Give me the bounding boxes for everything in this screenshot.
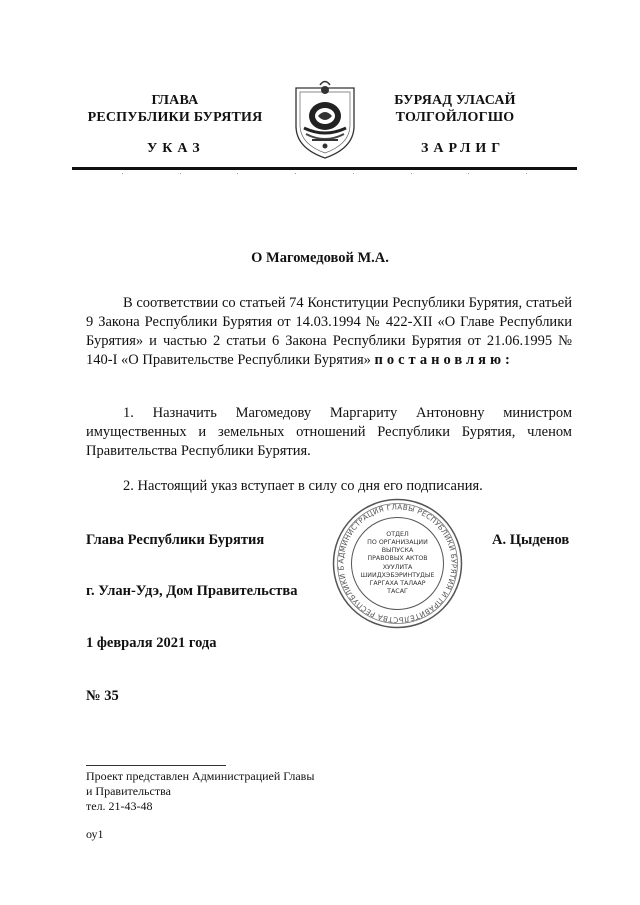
header-left [80,92,270,126]
svg-text:ТАСАГ: ТАСАГ [387,588,408,595]
decree-number: № 35 [86,688,119,704]
svg-text:АДМИНИСТРАЦИЯ ГЛАВЫ РЕСПУБЛИКИ: АДМИНИСТРАЦИЯ ГЛАВЫ РЕСПУБЛИКИ БУРЯТИЯ И ПРАВИТЕЛЬСТВА РЕСПУБЛИКИ Б [336,502,459,625]
footer-rule [86,765,226,766]
svg-text:ОТДЕЛ: ОТДЕЛ [386,531,409,538]
official-seal-stamp [330,496,465,631]
signatory-name: А. Цыденов [492,532,570,548]
svg-text:ХУУЛИТА: ХУУЛИТА [382,564,413,571]
svg-text:ПО ОРГАНИЗАЦИИ: ПО ОРГАНИЗАЦИИ [367,539,428,546]
item-2: 2. Настоящий указ вступает в силу со дня его подписания. [123,478,483,494]
item-1: 1. Назначить Магомедову Маргариту Антоновну министром имущественных и земельных отношений Республики Бурятия, членом Правительства Республики Бурятия. [86,405,572,459]
coat-of-arms-emblem [290,78,360,162]
header-rule [72,167,577,170]
header-dotted-line [72,173,577,179]
footer-line3: тел. 21-43-48 [86,799,153,813]
header-right [370,92,540,126]
svg-text:ШИИДХЭБЭРИНТУДЫЕ: ШИИДХЭБЭРИНТУДЫЕ [360,572,435,579]
document-title: О Магомедовой М.А. [251,250,389,266]
preamble [86,294,572,370]
header-right-line2: ТОЛГОЙЛОГШО [395,110,515,125]
signing-date: 1 февраля 2021 года [86,635,217,651]
svg-text:ПРАВОВЫХ АКТОВ: ПРАВОВЫХ АКТОВ [367,555,428,562]
header-left-line1: ГЛАВА [151,93,199,108]
footer-line2: и Правительства [86,784,171,798]
header-right-line1: БУРЯАД УЛАСАЙ [394,93,516,108]
header-left-line2: РЕСПУБЛИКИ БУРЯТИЯ [87,110,263,125]
footer-line1: Проект представлен Администрацией Главы [86,769,315,783]
doc-type-left: УКАЗ [147,141,205,156]
svg-text:ГАРГАХА ТАЛААР: ГАРГАХА ТАЛААР [369,580,426,587]
footer-note [86,769,314,814]
signing-place: г. Улан-Удэ, Дом Правительства [86,583,298,599]
decision-word: постановляю: [374,352,514,368]
signatory-position: Глава Республики Бурятия [86,532,265,548]
preamble-text: В соответствии со статьей 74 Конституции Республики Бурятия, статьей 9 Закона Республики Бурятия от 14.03.1994 № 422-XII «О Главе Республики Бурятия» и частью 2 статьи 6 Закона Республики Бурятия от 21.06.1995 № 140-I «О Правительстве Республики Бурятия» [86,295,572,368]
doc-type-right: ЗАРЛИГ [421,141,506,156]
svg-text:ВЫПУСКА: ВЫПУСКА [381,547,414,554]
footer-code: оу1 [86,827,104,841]
